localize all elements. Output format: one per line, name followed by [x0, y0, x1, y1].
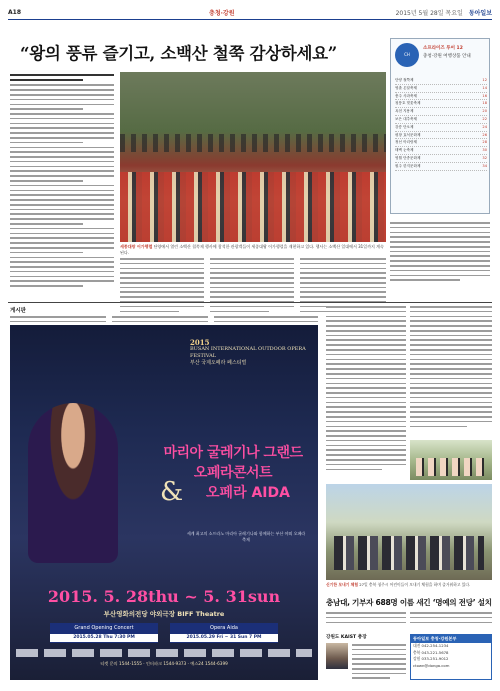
list-item[interactable]: 영춘 온달축제 14: [395, 85, 487, 93]
index-box: [390, 38, 490, 214]
festival-parade-photo: [120, 72, 386, 242]
article-2-col-2: [410, 612, 492, 626]
contact-title: 동아일보 충청·강원본부: [411, 635, 491, 643]
channel-badge-icon: CH: [395, 43, 419, 67]
rice-planting-photo: [326, 484, 492, 580]
contact-row: 대전 042-254-1234: [413, 643, 449, 648]
article-body-right: [390, 222, 490, 284]
concert-card-aida[interactable]: Opera Aida 2015.05.29 Fri ~ 31 Sun 7 PM: [170, 623, 278, 643]
sponsor-logos: [16, 649, 312, 657]
concert-schedule: [50, 623, 278, 643]
newspaper-logo: 동아일보: [468, 10, 492, 17]
article-body-col-2: [210, 258, 294, 315]
festival-dates: 2015. 5. 28thu ~ 5. 31sun: [47, 587, 281, 606]
list-item[interactable]: 옥천 지용제 20: [395, 108, 487, 116]
person-photo: [326, 643, 348, 669]
contact-email[interactable]: ctown@donga.com: [413, 662, 450, 668]
board-title: 게시판: [10, 308, 26, 314]
list-item[interactable]: 강릉 단오제 24: [395, 124, 487, 132]
opera-title: 오페라 AIDA: [206, 485, 290, 501]
page-header: [8, 6, 492, 20]
children-photo: [410, 440, 492, 480]
caption-lead-2: 신기한 모내기 체험: [326, 582, 358, 587]
ticket-info: 티켓 문의 1544-1555 · 인터파크 1544-9373 · 예스24 1544-6399: [100, 661, 228, 666]
caption-lead: 세종대왕 어가행렬: [120, 244, 153, 249]
list-item[interactable]: 청풍호 벚꽃축제 18: [395, 100, 487, 108]
index-list: [395, 77, 487, 171]
contact-row: 충북 043-221-5678: [413, 649, 449, 655]
photo-caption: [120, 244, 386, 256]
list-item[interactable]: 원주 한지문화제 34: [395, 163, 487, 171]
secondary-headline: 충남대, 기부자 688명 이름 새긴 ‘명예의 전당’ 설치: [326, 598, 492, 607]
main-headline: “왕의 풍류 즐기고, 소백산 철쭉 감상하세요”: [20, 44, 337, 63]
list-item[interactable]: 태백 눈축제 30: [395, 147, 487, 155]
list-item[interactable]: 정선 아리랑제 28: [395, 139, 487, 147]
index-subtitle: 충청·강원 여행상품 안내: [423, 54, 471, 59]
kaist-column: [326, 634, 406, 680]
page-number: A18: [8, 9, 21, 16]
index-title: 소프라이즈 투어 12: [423, 46, 463, 51]
photo-caption-2: [326, 582, 492, 588]
concert-title: 마리아 굴레기나 그랜드오페라콘서트: [163, 445, 303, 481]
contact-box: [410, 634, 492, 680]
list-item[interactable]: 영월 단종문화제 32: [395, 155, 487, 163]
soprano-portrait: [28, 403, 118, 563]
list-item[interactable]: 단양 철쭉제 12: [395, 77, 487, 85]
caption-text-2: 27일 충북 청주시 어린이들이 모내기 체험을 하며 즐거워하고 있다.: [359, 582, 471, 587]
right-bottom-col-2: [410, 306, 492, 430]
ampersand: &: [160, 477, 184, 507]
kaist-title: 강원도 KAIST 총장: [326, 635, 367, 640]
right-bottom-col-1: [326, 306, 406, 473]
article-2-col-1: [326, 612, 406, 626]
section-name: 충청·강원: [209, 10, 235, 17]
festival-venue: 부산영화의전당 야외극장 BIFF Theatre: [103, 610, 225, 618]
issue-date: 2015년 5월 28일 목요일: [395, 10, 463, 17]
list-item[interactable]: 평창 효석문화제 26: [395, 132, 487, 140]
section-divider: [8, 302, 492, 303]
article-body-left: [10, 74, 114, 290]
list-item[interactable]: 충주 사과축제 16: [395, 93, 487, 101]
ad-description: 세계 최고의 소프라노 마리아 굴레기나와 함께하는 부산 야외 오페라 축제: [186, 531, 306, 542]
contact-row: 강원 033-251-9012: [413, 656, 449, 661]
concert-card-opening[interactable]: Grand Opening Concert 2015.05.28 Thu 7:30 PM: [50, 623, 158, 643]
list-item[interactable]: 보은 대추축제 22: [395, 116, 487, 124]
opera-festival-ad[interactable]: [10, 325, 318, 680]
caption-text: 단양에서 열린 소백산 철쭉제 행사에 참석한 관광객들이 세종대왕 어가행렬을 재현하고 있다. 행사는 소백산 일대에서 31일까지 계속된다.: [120, 244, 384, 255]
festival-logo: 2015 BUSAN INTERNATIONAL OUTDOOR OPERA FESTIVAL 부산 국제오페라 페스티벌: [190, 338, 306, 366]
article-body-col-1: [120, 258, 204, 315]
